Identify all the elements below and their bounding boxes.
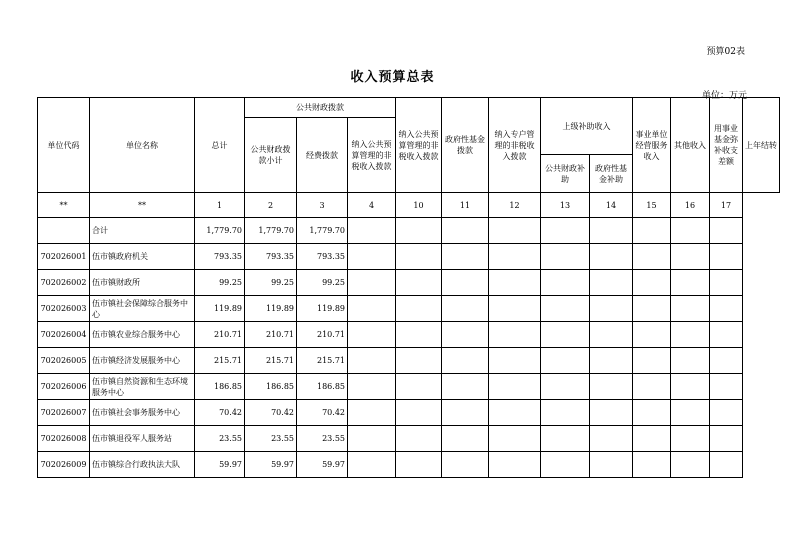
empty-cell <box>396 348 442 374</box>
empty-cell <box>590 218 633 244</box>
unit-name-cell: 伍市镇农业综合服务中心 <box>90 322 195 348</box>
empty-cell <box>633 400 671 426</box>
expense-grant-cell: 215.71 <box>297 348 348 374</box>
empty-cell <box>396 400 442 426</box>
total-cell: 70.42 <box>195 400 245 426</box>
empty-cell <box>442 244 489 270</box>
index-cell: 2 <box>245 193 297 218</box>
unit-code-cell: 702026008 <box>38 426 90 452</box>
table-row <box>38 400 780 426</box>
total-cell: 793.35 <box>195 244 245 270</box>
empty-cell <box>671 270 710 296</box>
empty-cell <box>541 426 590 452</box>
empty-cell <box>396 452 442 478</box>
unit-code-cell <box>38 218 90 244</box>
expense-grant-cell: 70.42 <box>297 400 348 426</box>
empty-cell <box>710 296 743 322</box>
index-cell: 12 <box>489 193 541 218</box>
income-budget-table <box>37 97 780 478</box>
empty-cell <box>590 244 633 270</box>
empty-cell <box>348 348 396 374</box>
empty-cell <box>396 244 442 270</box>
header-total: 总计 <box>195 98 245 193</box>
expense-grant-cell: 119.89 <box>297 296 348 322</box>
total-cell: 23.55 <box>195 426 245 452</box>
header-unit-name: 单位名称 <box>90 98 195 193</box>
unit-label: 单位：万元 <box>701 91 747 101</box>
empty-cell <box>489 426 541 452</box>
index-cell: 1 <box>195 193 245 218</box>
empty-cell <box>633 218 671 244</box>
empty-cell <box>710 374 743 400</box>
index-cell: 16 <box>671 193 710 218</box>
unit-name-cell: 伍市镇经济发展服务中心 <box>90 348 195 374</box>
public-fin-subtotal-cell: 119.89 <box>245 296 297 322</box>
empty-cell <box>590 296 633 322</box>
unit-code-cell: 702026004 <box>38 322 90 348</box>
empty-cell <box>671 426 710 452</box>
column-index-row <box>38 193 780 218</box>
empty-cell <box>348 218 396 244</box>
empty-cell <box>541 296 590 322</box>
empty-cell <box>541 244 590 270</box>
unit-name-cell: 伍市镇社会事务服务中心 <box>90 400 195 426</box>
index-cell: 3 <box>297 193 348 218</box>
empty-cell <box>590 374 633 400</box>
expense-grant-cell: 186.85 <box>297 374 348 400</box>
header-public-fin-subtotal: 公共财政拨款小计 <box>245 118 297 193</box>
empty-cell <box>710 322 743 348</box>
empty-cell <box>442 270 489 296</box>
total-cell: 119.89 <box>195 296 245 322</box>
empty-cell <box>489 244 541 270</box>
unit-name-cell: 伍市镇财政所 <box>90 270 195 296</box>
empty-cell <box>442 400 489 426</box>
public-fin-subtotal-cell: 210.71 <box>245 322 297 348</box>
empty-cell <box>671 400 710 426</box>
total-cell: 59.97 <box>195 452 245 478</box>
empty-cell <box>590 270 633 296</box>
header-public-fin-group: 公共财政拨款 <box>245 98 396 118</box>
unit-code-cell: 702026003 <box>38 296 90 322</box>
header-unit-code: 单位代码 <box>38 98 90 193</box>
header-business-income: 事业单位经营服务收入 <box>633 98 671 193</box>
empty-cell <box>489 374 541 400</box>
unit-name-cell: 伍市镇社会保障综合服务中心 <box>90 296 195 322</box>
empty-cell <box>671 374 710 400</box>
header-superior-subsidy: 上级补助收入 <box>541 98 633 155</box>
header-gov-fund: 政府性基金拨款 <box>442 98 489 193</box>
empty-cell <box>633 374 671 400</box>
expense-grant-cell: 793.35 <box>297 244 348 270</box>
index-cell: 10 <box>396 193 442 218</box>
total-cell: 99.25 <box>195 270 245 296</box>
empty-cell <box>710 400 743 426</box>
empty-cell <box>541 270 590 296</box>
empty-cell <box>348 244 396 270</box>
empty-cell <box>710 426 743 452</box>
empty-cell <box>489 270 541 296</box>
empty-cell <box>633 426 671 452</box>
table-row <box>38 244 780 270</box>
unit-code-cell: 702026005 <box>38 348 90 374</box>
table-row <box>38 322 780 348</box>
empty-cell <box>396 374 442 400</box>
public-fin-subtotal-cell: 99.25 <box>245 270 297 296</box>
empty-cell <box>442 374 489 400</box>
empty-cell <box>710 348 743 374</box>
index-cell: 14 <box>590 193 633 218</box>
empty-cell <box>541 374 590 400</box>
unit-code-cell: 702026002 <box>38 270 90 296</box>
expense-grant-cell: 210.71 <box>297 322 348 348</box>
table-row <box>38 348 780 374</box>
public-fin-subtotal-cell: 1,779.70 <box>245 218 297 244</box>
unit-code-cell: 702026001 <box>38 244 90 270</box>
empty-cell <box>633 270 671 296</box>
total-cell: 1,779.70 <box>195 218 245 244</box>
empty-cell <box>671 218 710 244</box>
empty-cell <box>442 296 489 322</box>
empty-cell <box>489 218 541 244</box>
empty-cell <box>396 218 442 244</box>
empty-cell <box>671 244 710 270</box>
total-cell: 210.71 <box>195 322 245 348</box>
empty-cell <box>590 400 633 426</box>
table-row <box>38 296 780 322</box>
empty-cell <box>348 426 396 452</box>
empty-cell <box>396 270 442 296</box>
empty-cell <box>633 452 671 478</box>
unit-name-cell: 伍市镇政府机关 <box>90 244 195 270</box>
header-nontax-budget-2: 纳入公共预算管理的非税收入拨款 <box>348 118 396 193</box>
unit-name-cell: 合计 <box>90 218 195 244</box>
empty-cell <box>348 452 396 478</box>
header-other-income: 其他收入 <box>671 98 710 193</box>
empty-cell <box>396 426 442 452</box>
empty-cell <box>541 348 590 374</box>
empty-cell <box>396 296 442 322</box>
empty-cell <box>541 452 590 478</box>
empty-cell <box>489 296 541 322</box>
form-code: 预算02表 <box>706 47 745 57</box>
empty-cell <box>348 374 396 400</box>
empty-cell <box>541 400 590 426</box>
public-fin-subtotal-cell: 59.97 <box>245 452 297 478</box>
empty-cell <box>348 322 396 348</box>
unit-name-cell: 伍市镇自然资源和生态环境服务中心 <box>90 374 195 400</box>
header-expense-grant: 经费拨款 <box>297 118 348 193</box>
public-fin-subtotal-cell: 793.35 <box>245 244 297 270</box>
public-fin-subtotal-cell: 186.85 <box>245 374 297 400</box>
empty-cell <box>348 270 396 296</box>
empty-cell <box>590 426 633 452</box>
empty-cell <box>396 322 442 348</box>
empty-cell <box>590 322 633 348</box>
expense-grant-cell: 1,779.70 <box>297 218 348 244</box>
empty-cell <box>442 348 489 374</box>
empty-cell <box>671 348 710 374</box>
table-row <box>38 218 780 244</box>
table-row <box>38 452 780 478</box>
public-fin-subtotal-cell: 70.42 <box>245 400 297 426</box>
empty-cell <box>671 322 710 348</box>
index-cell: 4 <box>348 193 396 218</box>
index-cell: ** <box>38 193 90 218</box>
empty-cell <box>710 452 743 478</box>
table-row <box>38 270 780 296</box>
unit-name-cell: 伍市镇综合行政执法大队 <box>90 452 195 478</box>
empty-cell <box>489 452 541 478</box>
empty-cell <box>633 296 671 322</box>
empty-cell <box>541 322 590 348</box>
empty-cell <box>633 322 671 348</box>
index-cell: ** <box>90 193 195 218</box>
empty-cell <box>442 426 489 452</box>
empty-cell <box>489 322 541 348</box>
empty-cell <box>590 348 633 374</box>
empty-cell <box>348 400 396 426</box>
empty-cell <box>710 270 743 296</box>
empty-cell <box>633 244 671 270</box>
empty-cell <box>489 400 541 426</box>
empty-cell <box>671 296 710 322</box>
unit-code-cell: 702026006 <box>38 374 90 400</box>
empty-cell <box>710 244 743 270</box>
empty-cell <box>590 452 633 478</box>
index-cell: 13 <box>541 193 590 218</box>
index-cell: 11 <box>442 193 489 218</box>
index-cell: 17 <box>710 193 743 218</box>
header-fund-gap: 用事业基金弥补收支差额 <box>710 98 743 193</box>
index-cell: 15 <box>633 193 671 218</box>
empty-cell <box>541 218 590 244</box>
empty-cell <box>489 348 541 374</box>
header-nontax-budget: 纳入公共预算管理的非税收入拨款 <box>396 98 442 193</box>
header-nontax-special: 纳入专户管理的非税收入拨款 <box>489 98 541 193</box>
table-row <box>38 374 780 400</box>
header-gov-fund-subsidy: 政府性基金补助 <box>590 155 633 193</box>
table-row <box>38 426 780 452</box>
expense-grant-cell: 59.97 <box>297 452 348 478</box>
empty-cell <box>442 322 489 348</box>
empty-cell <box>348 296 396 322</box>
unit-name-cell: 伍市镇退役军人服务站 <box>90 426 195 452</box>
expense-grant-cell: 23.55 <box>297 426 348 452</box>
total-cell: 186.85 <box>195 374 245 400</box>
header-public-fin-subsidy: 公共财政补助 <box>541 155 590 193</box>
total-cell: 215.71 <box>195 348 245 374</box>
public-fin-subtotal-cell: 215.71 <box>245 348 297 374</box>
empty-cell <box>633 348 671 374</box>
empty-cell <box>442 218 489 244</box>
empty-cell <box>442 452 489 478</box>
page-title: 收入预算总表 <box>350 70 435 85</box>
header-carryover: 上年结转 <box>743 98 780 193</box>
unit-code-cell: 702026009 <box>38 452 90 478</box>
empty-cell <box>671 452 710 478</box>
public-fin-subtotal-cell: 23.55 <box>245 426 297 452</box>
expense-grant-cell: 99.25 <box>297 270 348 296</box>
unit-code-cell: 702026007 <box>38 400 90 426</box>
empty-cell <box>710 218 743 244</box>
